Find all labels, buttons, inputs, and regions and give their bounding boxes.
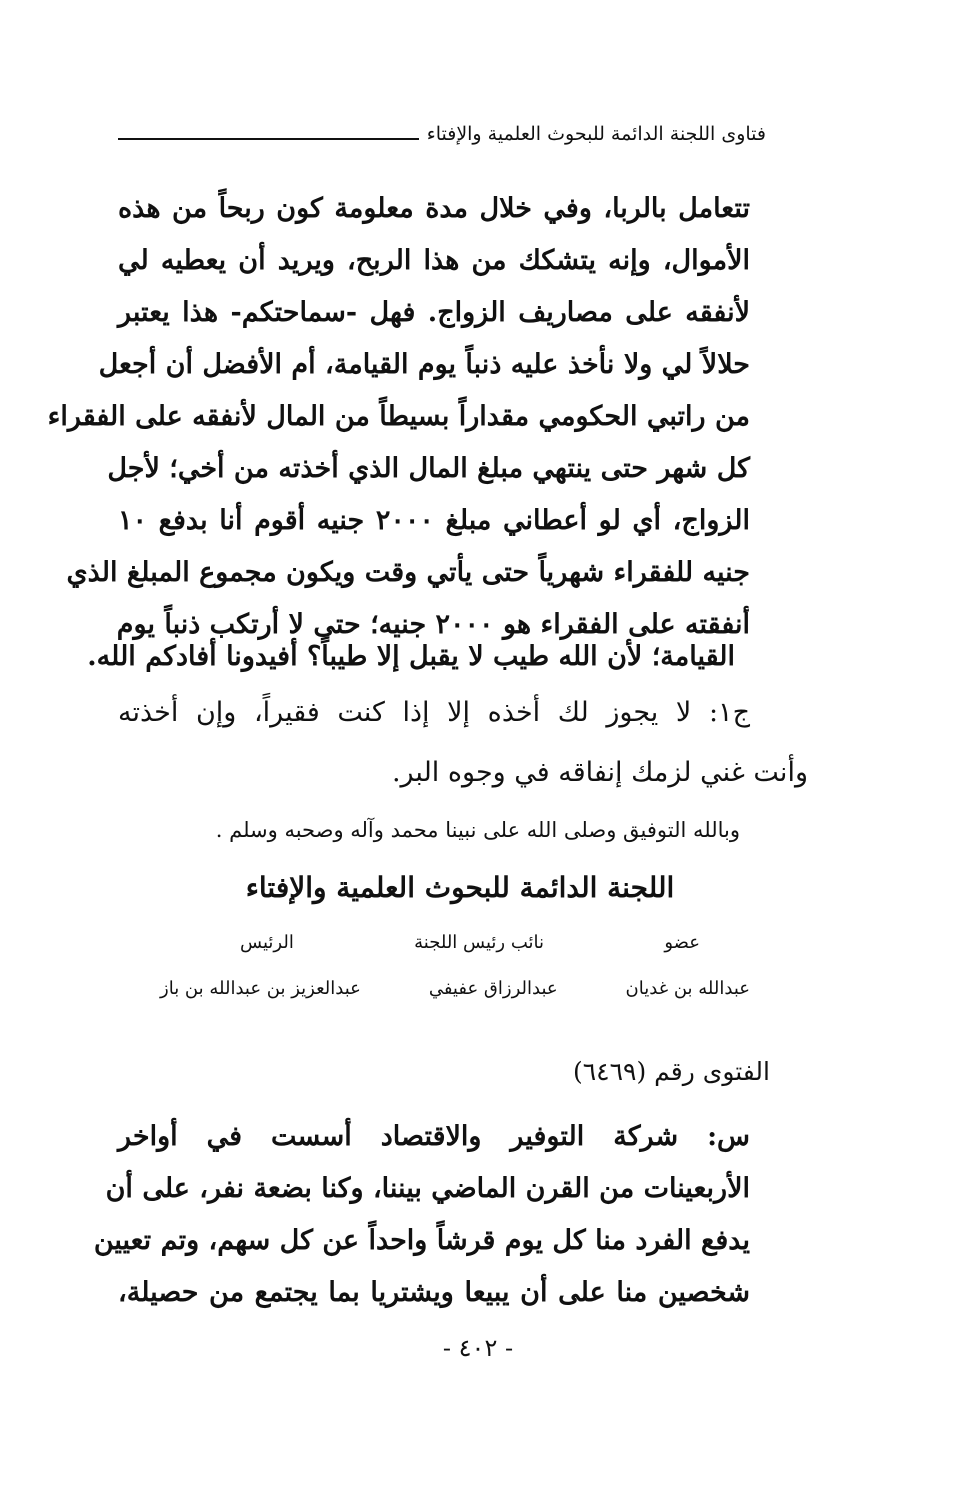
question-line: أنفقته على الفقراء هو ٢٠٠٠ جنيه؛ حتى لا أرتكب ذنباً يوم	[116, 609, 750, 640]
signatory-titles	[160, 932, 750, 953]
question-line: شخصين منا على أن يبيعا ويشتريا بما يجتمع من حصيلة،	[118, 1277, 750, 1308]
signatory-name: عبدالرزاق عفيفي	[428, 978, 558, 999]
question-line: القيامة؛ لأن الله طيب لا يقبل إلا طيباً؟ أفيدونا أفادكم الله.	[87, 641, 735, 672]
question-line: الأموال، وإنه يتشكك من هذا الربح، ويريد أن يعطيه لي	[118, 245, 750, 276]
committee-name: اللجنة الدائمة للبحوث العلمية والإفتاء	[245, 871, 675, 904]
question-line: الأربعينات من القرن الماضي بيننا، وكنا بضعة نفر، على أن	[105, 1173, 750, 1204]
question-line: جنيه للفقراء شهرياً حتى يأتي وقت ويكون مجموع المبلغ الذي	[66, 557, 750, 588]
signatory-title: نائب رئيس اللجنة	[414, 932, 545, 953]
page-number: - ٤٠٢ -	[442, 1334, 514, 1362]
question-line: لأنفقه على مصاريف الزواج. فهل -سماحتكم- هذا يعتبر	[118, 297, 750, 328]
signatory-title: الرئيس	[240, 932, 294, 953]
signatory-title: عضو	[664, 932, 700, 953]
header-rule	[118, 138, 419, 140]
question-line: حلالاً لي ولا نأخذ عليه ذنباً يوم القيامة، أم الأفضل أن أجعل	[98, 349, 750, 380]
question-line: س: شركة التوفير والاقتصاد أسست في أواخر	[118, 1121, 750, 1152]
signatory-name: عبدالعزيز بن عبدالله بن باز	[160, 978, 361, 999]
header-title: فتاوى اللجنة الدائمة للبحوث العلمية والإفتاء	[426, 123, 766, 146]
fatwa-number: الفتوى رقم (٦٤٦٩)	[572, 1057, 770, 1086]
signatory-name: عبدالله بن غديان	[625, 978, 750, 999]
question-line: كل شهر حتى ينتهي مبلغ المال الذي أخذته من أخي؛ لأجل	[107, 453, 750, 484]
closing-prayer: وبالله التوفيق وصلى الله على نبينا محمد وآله وصحبه وسلم .	[215, 818, 740, 842]
question-line: يدفع الفرد منا كل يوم قرشاً واحداً عن كل سهم، وتم تعيين	[93, 1225, 750, 1256]
signatory-names	[160, 978, 750, 999]
question-line: الزواج، أي لو أعطاني مبلغ ٢٠٠٠ جنيه أقوم أنا بدفع ١٠	[118, 505, 750, 536]
question-line: من راتبي الحكومي مقداراً بسيطاً من المال لأنفقه على الفقراء	[47, 401, 750, 432]
answer-line: ج١: لا يجوز لك أخذه إلا إذا كنت فقيراً، وإن أخذته	[118, 697, 750, 728]
question-line: تتعامل بالربا، وفي خلال مدة معلومة كون ربحاً من هذه	[118, 193, 750, 224]
running-header	[118, 112, 766, 146]
answer-line: وأنت غني لزمك إنفاقه في وجوه البر.	[391, 757, 808, 788]
